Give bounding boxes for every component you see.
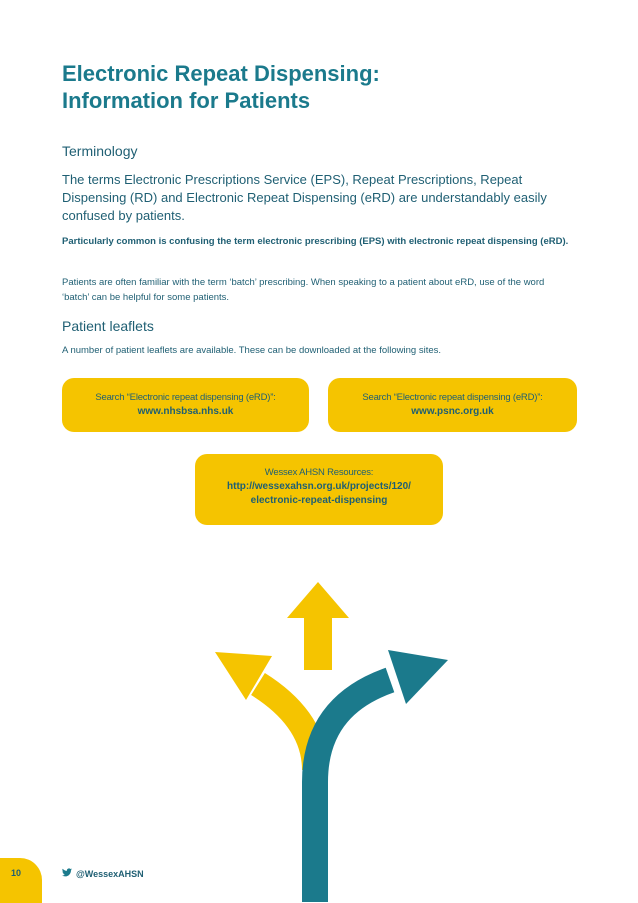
terminology-heading: Terminology [62,143,138,159]
leaflet-card-link[interactable]: www.psnc.org.uk [411,406,494,417]
terminology-paragraph: The terms Electronic Prescriptions Service (EPS), Repeat Prescriptions, Repeat Dispensing (RD) and Electronic Repeat Dispensing (eRD) are understandably easily confused by patients. [62,172,547,223]
twitter-handle[interactable] [62,868,144,879]
page-title-line-2: Information for Patients [62,88,311,113]
twitter-icon [62,868,72,879]
page-title [62,60,380,114]
page-number-badge [0,858,42,903]
leaflet-card-wessex[interactable] [195,454,443,525]
leaflet-card-label: Search “Electronic repeat dispensing (eRD)”: [362,392,543,403]
direction-arrows-illustration [210,572,450,902]
left-arrow-icon [215,652,315,770]
leaflet-card-nhsbsa[interactable] [62,378,309,432]
leaflet-card-label: Search “Electronic repeat dispensing (eRD)”: [95,392,276,403]
leaflets-intro: A number of patient leaflets are available. These can be downloaded at the following sites. [62,345,442,356]
leaflet-card-label: Wessex AHSN Resources: [264,467,374,478]
twitter-handle-text: @WessexAHSN [76,868,144,879]
terminology-batch-note: Patients are often familiar with the term ‘batch’ prescribing. When speaking to a patient about eRD, use of the word ‘batch’ can be helpful for some patients. [62,277,545,303]
terminology-highlight: Particularly common is confusing the term electronic prescribing (EPS) with electronic repeat dispensing (eRD). [62,236,569,247]
right-arrow-icon [315,650,448,902]
page-number: 10 [11,868,22,878]
page-title-line-1: Electronic Repeat Dispensing: [62,61,380,86]
leaflet-card-link-line-1[interactable]: http://wessexahsn.org.uk/projects/120/ [227,481,411,492]
leaflets-heading: Patient leaflets [62,318,154,334]
up-arrow-icon [287,582,349,670]
leaflet-card-link-line-2[interactable]: electronic-repeat-dispensing [250,495,388,506]
leaflet-card-link[interactable]: www.nhsbsa.nhs.uk [137,406,234,417]
leaflet-card-psnc[interactable] [328,378,577,432]
